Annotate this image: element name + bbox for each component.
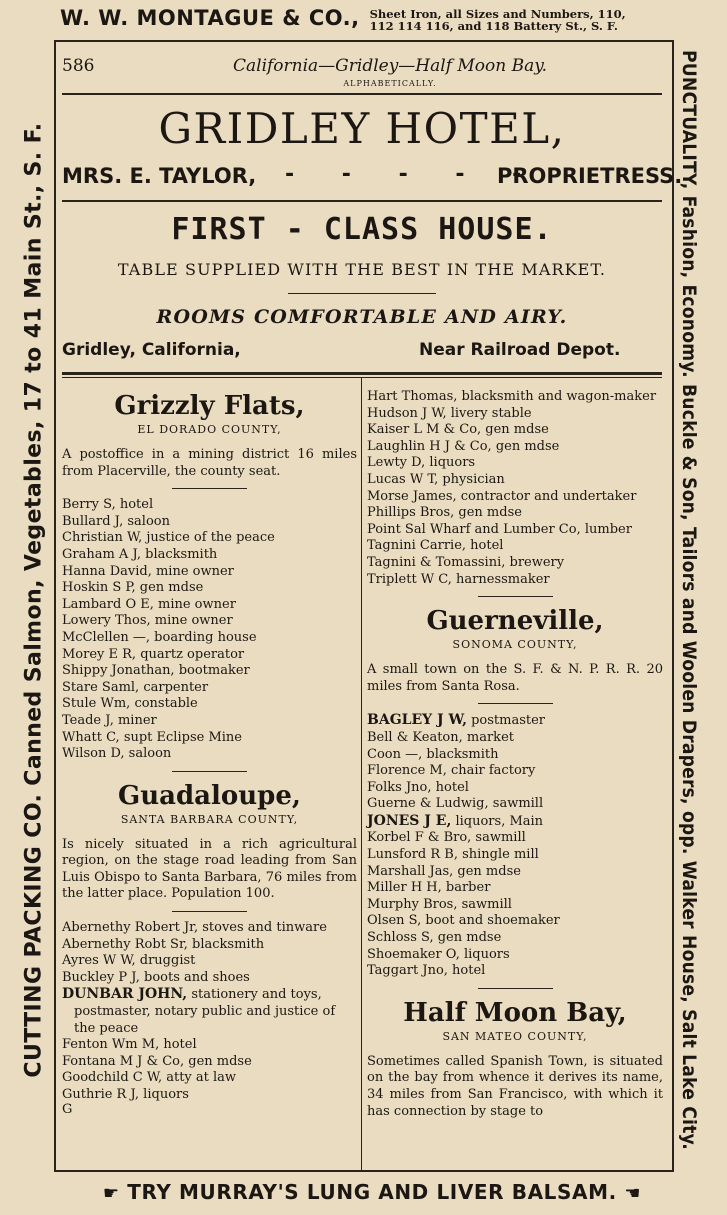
stray-letter: G — [62, 1101, 73, 1117]
list-item: Bell & Keaton, market — [367, 729, 514, 745]
gridley-location: Gridley, California, — [62, 340, 241, 360]
bottom-advertisement — [72, 1180, 672, 1204]
list-item: Berry S, hotel — [62, 497, 154, 513]
bottom-ad-text: TRY MURRAY'S LUNG AND LIVER BALSAM. — [127, 1180, 617, 1204]
list-item: Lambard O E, mine owner — [62, 596, 236, 612]
guadaloupe-county: SANTA BARBARA COUNTY, — [120, 812, 299, 826]
half-moon-bay-title: Half Moon Bay, — [403, 997, 627, 1028]
guadaloupe-title: Guadaloupe, — [118, 780, 301, 811]
running-head: California—Gridley—Half Moon Bay. — [232, 56, 548, 76]
list-item: Lowery Thos, mine owner — [62, 613, 233, 629]
list-item: Buckley P J, boots and shoes — [62, 969, 250, 985]
list-item: Christian W, justice of the peace — [62, 530, 275, 546]
half-moon-bay-county: SAN MATEO COUNTY, — [442, 1029, 588, 1043]
list-item: Guerne & Ludwig, sawmill — [367, 796, 544, 812]
right-side-advertisement: PUNCTUALITY, Fashion, Economy. Buckle & Son, Tailors and Woolen Drapers, opp. Walker House, Salt Lake City. — [678, 49, 700, 1151]
hotel-rule-1 — [62, 200, 662, 202]
list-item: Graham A J, blacksmith — [62, 546, 218, 562]
list-item: Phillips Bros, gen mdse — [367, 505, 522, 521]
section-rule — [478, 988, 553, 989]
list-item: Murphy Bros, sawmill — [367, 896, 512, 912]
half-moon-bay-description: Sometimes called Spanish Town, is situated on the bay from whence it derives its name, 34 miles from San Francisco, with which it has connection by stage to — [367, 1053, 663, 1119]
list-item: Miller H H, barber — [367, 880, 491, 896]
hotel-name: GRIDLEY HOTEL, — [158, 104, 566, 153]
list-item: Lunsford R B, shingle mill — [367, 847, 539, 863]
list-item: Shippy Jonathan, bootmaker — [62, 663, 250, 679]
pointing-hand-left-icon: ☚ — [624, 1183, 642, 1204]
list-item: Marshall Jas, gen mdse — [367, 863, 521, 879]
list-item: Triplett W C, harnessmaker — [367, 571, 550, 587]
grizzly-flats-title: Grizzly Flats, — [114, 391, 305, 421]
top-ad-detail: Sheet Iron, all Sizes and Numbers, 110, 112 114 116, and 118 Battery St., S. F. — [369, 7, 626, 33]
left-side-advertisement: CUTTING PACKING CO. Canned Salmon, Vegetables, 17 to 41 Main St., S. F. — [21, 122, 47, 1078]
near-railroad-depot: Near Railroad Depot. — [419, 340, 621, 360]
top-advertisement — [60, 6, 670, 38]
top-ad-brand: W. W. MONTAGUE & CO., — [60, 6, 360, 30]
list-item: Tagnini Carrie, hotel — [367, 538, 504, 554]
list-item: Abernethy Robt Sr, blacksmith — [62, 936, 265, 952]
list-item: Stule Wm, constable — [62, 696, 198, 712]
first-class-house: FIRST - CLASS HOUSE. — [171, 212, 553, 247]
right-column — [367, 389, 663, 1126]
list-item: Laughlin H J & Co, gen mdse — [367, 438, 560, 454]
table-supplied: TABLE SUPPLIED WITH THE BEST IN THE MARKET. — [117, 260, 607, 279]
grizzly-flats-county: EL DORADO COUNTY, — [137, 423, 282, 436]
alphabetically-label: ALPHABETICALLY. — [343, 79, 437, 88]
list-item: Shoemaker O, liquors — [367, 946, 510, 962]
list-item: Coon —, blacksmith — [367, 746, 499, 762]
guerneville-county: SONOMA COUNTY, — [452, 638, 578, 652]
list-item: Fontana M J & Co, gen mdse — [62, 1053, 252, 1069]
list-item: Stare Saml, carpenter — [62, 679, 209, 695]
list-item: Tagnini & Tomassini, brewery — [367, 554, 565, 570]
hotel-proprietor: MRS. E. TAYLOR, — [62, 164, 257, 188]
page-number: 586 — [62, 56, 95, 76]
section-rule — [478, 596, 553, 597]
list-item: Ayres W W, druggist — [62, 953, 196, 969]
list-item: Hanna David, mine owner — [62, 563, 234, 579]
section-rule — [172, 911, 247, 912]
guerneville-title: Guerneville, — [426, 606, 604, 637]
header-rule — [62, 93, 662, 95]
list-item: Hart Thomas, blacksmith and wagon-maker — [367, 389, 657, 404]
list-item: Morse James, contractor and undertaker — [367, 488, 637, 504]
section-rule — [172, 771, 247, 772]
section-rule — [478, 703, 553, 704]
left-column — [62, 390, 357, 1116]
list-item: Wilson D, saloon — [62, 746, 172, 762]
pointing-hand-right-icon: ☛ — [102, 1183, 120, 1204]
list-item: Lucas W T, physician — [367, 471, 505, 487]
list-item: Lewty D, liquors — [367, 455, 476, 471]
list-item: Kaiser L M & Co, gen mdse — [367, 422, 549, 438]
guerneville-description: A small town on the S. F. & N. P. R. R. 20 miles from Santa Rosa. — [367, 662, 663, 694]
section-rule — [172, 488, 247, 489]
list-item: Schloss S, gen mdse — [367, 930, 502, 946]
list-item: Teade J, miner — [62, 712, 157, 728]
list-item: Olsen S, boot and shoemaker — [367, 913, 560, 929]
hotel-proprietress: PROPRIETRESS. — [497, 164, 683, 188]
list-item: Bullard J, saloon — [62, 513, 170, 529]
list-item-jones: JONES J E, liquors, Main — [367, 812, 544, 829]
column-divider — [361, 378, 362, 1172]
grizzly-flats-description: A postoffice in a mining district 16 miles from Placerville, the county seat. — [62, 447, 357, 479]
list-item: Guthrie R J, liquors — [62, 1087, 189, 1102]
hotel-short-rule — [288, 293, 436, 294]
hotel-bottom-rule-thin — [62, 377, 662, 378]
list-item-bagley: BAGLEY J W, postmaster — [367, 712, 546, 729]
list-item: Morey E R, quartz operator — [62, 646, 245, 662]
list-item: McClellen —, boarding house — [62, 629, 257, 645]
list-item: Goodchild C W, atty at law — [62, 1070, 237, 1086]
list-item: Florence M, chair factory — [367, 763, 536, 779]
hotel-bottom-rule — [62, 372, 662, 375]
list-item: Taggart Jno, hotel — [367, 963, 486, 979]
hotel-dashes: - - - - - — [285, 162, 542, 187]
list-item: Whatt C, supt Eclipse Mine — [62, 729, 242, 745]
guadaloupe-description: Is nicely situated in a rich agricultural region, on the stage road leading from San Luis Obispo to Santa Barbara, 76 miles from the latter place. Population 100. — [62, 836, 357, 902]
list-item: Abernethy Robert Jr, stoves and tinware — [62, 920, 327, 936]
list-item: Hudson J W, livery stable — [367, 405, 532, 421]
list-item-dunbar: DUNBAR JOHN, stationery and toys, postmaster, notary public and justice of the peace — [62, 986, 336, 1036]
list-item: Point Sal Wharf and Lumber Co, lumber — [367, 521, 632, 537]
list-item: Folks Jno, hotel — [367, 779, 469, 795]
list-item: Korbel F & Bro, sawmill — [367, 830, 526, 846]
list-item: Fenton Wm M, hotel — [62, 1037, 197, 1053]
list-item: Hoskin S P, gen mdse — [62, 580, 204, 596]
rooms-comfortable: ROOMS COMFORTABLE AND AIRY. — [156, 306, 568, 328]
